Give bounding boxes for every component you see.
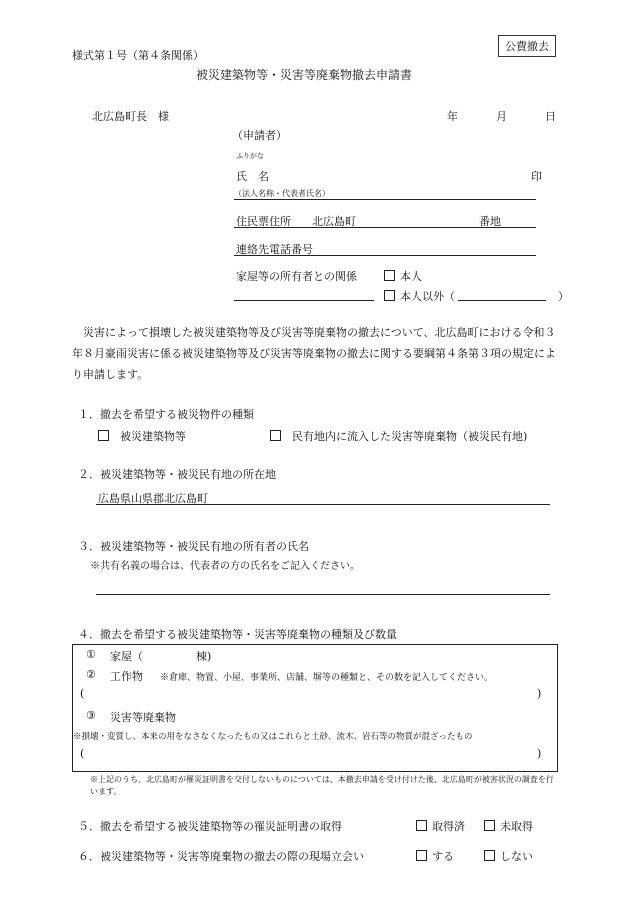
section5-option1-label: 取得済 <box>432 820 465 833</box>
section2-location-value: 広島県山県郡北広島町 <box>98 492 208 505</box>
name-underline[interactable] <box>234 199 536 200</box>
section3-note: ※共有名義の場合は、代表者の方の氏名をご記入ください。 <box>90 561 360 572</box>
section1-option2-label: 民有地内に流入した災害等廃棄物（被災民有地) <box>292 430 528 443</box>
section4-heading: ４．撤去を希望する被災建築物等・災害等廃棄物の種類及び数量 <box>78 628 397 641</box>
item3-paren-close: ) <box>537 747 542 760</box>
section1-heading: １．撤去を希望する被災物件の種類 <box>78 408 254 421</box>
intro-paragraph: 災害によって損壊した被災建築物等及び災害等廃棄物の撤去について、北広島町における令和３年８月豪雨災害に係る被災建築物等及び災害等廃棄物の撤去に関する要綱第４条第３項の規定により申請します。 <box>72 326 556 381</box>
banchi-label: 番地 <box>479 215 501 228</box>
relation-self-option[interactable] <box>384 268 422 284</box>
relation-other-checkbox[interactable] <box>384 290 395 301</box>
section5-option1[interactable] <box>416 818 465 834</box>
name-label: 氏 名 <box>236 170 269 183</box>
item3-paren-open: ( <box>80 747 85 760</box>
item2-paren-close: ) <box>537 687 542 700</box>
relation-other-option[interactable] <box>384 288 455 304</box>
relation-underline <box>234 300 374 301</box>
form-number: 様式第１号（第４条関係） <box>72 49 204 62</box>
section2-heading: ２．被災建築物等・被災民有地の所在地 <box>78 468 276 481</box>
section4-frame <box>72 644 558 772</box>
public-removal-tag: 公費撤去 <box>498 35 556 57</box>
section6-option2-label: しない <box>500 850 533 863</box>
section6-option2-checkbox[interactable] <box>484 850 495 861</box>
address-underline[interactable] <box>234 227 536 228</box>
relation-other-label: 本人以外（ <box>400 290 455 303</box>
relation-self-checkbox[interactable] <box>384 270 395 281</box>
section6-option1-checkbox[interactable] <box>416 850 427 861</box>
item1-number: ① <box>86 648 96 661</box>
phone-underline[interactable] <box>234 255 536 256</box>
item3-label: 災害等廃棄物 <box>110 711 176 724</box>
relation-close-paren: ） <box>558 290 569 303</box>
applicant-label: （申請者） <box>232 129 287 142</box>
section5-option2-checkbox[interactable] <box>484 820 495 831</box>
item2-note: ※倉庫、物置、小屋、事業所、店舗、塀等の種類と、その数を記入してください。 <box>160 673 494 683</box>
section6-heading: ６．被災建築物等・災害等廃棄物の撤去の際の現場立会い <box>78 850 364 863</box>
section1-option1-label: 被災建築物等 <box>120 430 186 443</box>
addressee: 北広島町長 様 <box>92 110 169 123</box>
section6-option1-label: する <box>432 850 454 863</box>
address-value: 北広島町 <box>312 215 356 228</box>
section1-option1[interactable] <box>98 428 186 444</box>
section6-option1[interactable] <box>416 848 454 864</box>
corp-name-note: （法人名称・代表者氏名） <box>234 189 330 198</box>
item3-note: ※損壊・変質し、本来の用をなさなくなったもの又はこれらと土砂、流木、岩石等の物質が混ざったもの <box>73 732 473 742</box>
section6-option2[interactable] <box>484 848 533 864</box>
item1-label: 家屋（ <box>110 650 143 663</box>
section3-heading: ３．被災建築物等・被災民有地の所有者の氏名 <box>78 540 309 553</box>
relation-other-underline[interactable] <box>458 300 546 301</box>
date-day-label: 日 <box>545 110 556 123</box>
section3-underline[interactable] <box>96 594 550 595</box>
section1-option2[interactable] <box>270 428 527 444</box>
document-title: 被災建築物等・災害等廃棄物撤去申請書 <box>196 68 413 82</box>
section4-footnote: ※上記のうち、北広島町が罹災証明書を交付しないものについては、本撤去申請を受け付けた後、北広島町が被害状況の調査を行います。 <box>90 775 554 796</box>
relation-label: 家屋等の所有者との関係 <box>236 270 357 283</box>
relation-self-label: 本人 <box>400 270 422 283</box>
seal-mark: 印 <box>531 170 542 183</box>
section1-option2-checkbox[interactable] <box>270 430 281 441</box>
item2-paren-open: ( <box>80 687 85 700</box>
date-year-label: 年 <box>447 110 458 123</box>
date-month-label: 月 <box>496 110 507 123</box>
address-label: 住民票住所 <box>236 215 291 228</box>
furigana-label: ふりがな <box>236 152 264 160</box>
section5-option2[interactable] <box>484 818 533 834</box>
section2-underline[interactable] <box>96 504 550 505</box>
item2-number: ② <box>86 668 96 681</box>
section5-option2-label: 未取得 <box>500 820 533 833</box>
item3-number: ③ <box>86 709 96 722</box>
phone-label: 連絡先電話番号 <box>236 243 313 256</box>
section1-option1-checkbox[interactable] <box>98 430 109 441</box>
section5-option1-checkbox[interactable] <box>416 820 427 831</box>
section5-heading: ５．撤去を希望する被災建築物等の罹災証明書の取得 <box>78 820 342 833</box>
item1-unit: 棟) <box>196 650 212 663</box>
item2-label: 工作物 <box>110 670 143 683</box>
